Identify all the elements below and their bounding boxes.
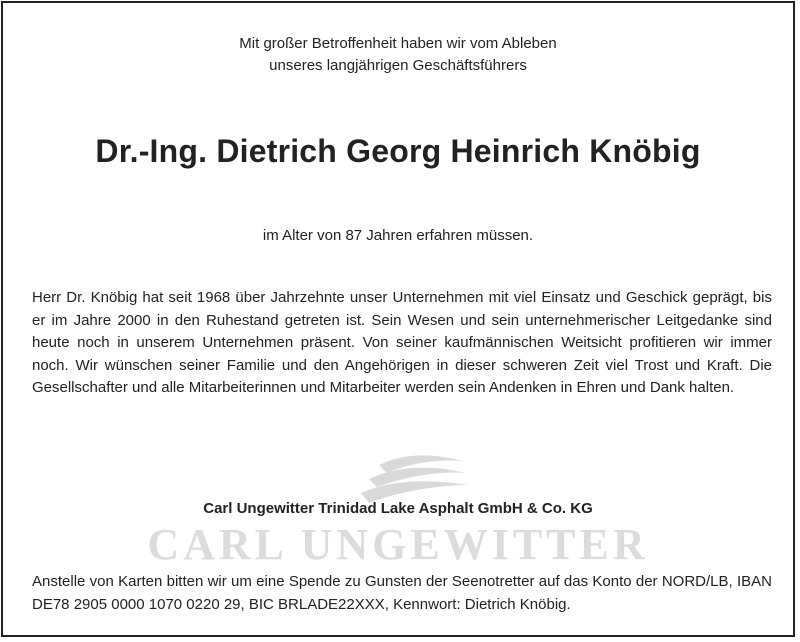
age-line: im Alter von 87 Jahren erfahren müssen. — [262, 227, 534, 244]
company-logo-text: CARL UNGEWITTER — [147, 520, 649, 569]
company-logo-waves-icon — [359, 451, 471, 507]
intro-line-2: unseres langjährigen Geschäftsführers — [269, 57, 527, 74]
deceased-name: Dr.-Ing. Dietrich Georg Heinrich Knöbig — [95, 133, 701, 169]
obituary-frame — [1, 1, 795, 637]
intro-text — [3, 33, 793, 77]
tribute-paragraph: Herr Dr. Knöbig hat seit 1968 über Jahrzehnte unser Unternehmen mit viel Einsatz und Geschick geprägt, bis er im Jahre 2000 in den Ruhestand getreten ist. Sein Wesen und sein unternehmerischer Leitgedanke sind heute noch in unserem Unternehmen präsent. Von seiner kaufmännischen Weitsicht profitieren wir immer noch. Wir wünschen seiner Familie und den Angehörigen in dieser schweren Zeit viel Trost und Kraft. Die Gesellschafter und alle Mitarbeiterinnen und Mitarbeiter werden sein Andenken in Ehren und Dank halten. — [32, 289, 772, 396]
company-name: Carl Ungewitter Trinidad Lake Asphalt GmbH & Co. KG — [203, 500, 593, 517]
donation-paragraph: Anstelle von Karten bitten wir um eine Spende zu Gunsten der Seenotretter auf das Konto der NORD/LB, IBAN DE78 2905 0000 1070 0220 29, BIC BRLADE22XXX, Kennwort: Dietrich Knöbig. — [32, 573, 772, 613]
intro-line-1: Mit großer Betroffenheit haben wir vom Ableben — [239, 35, 557, 52]
